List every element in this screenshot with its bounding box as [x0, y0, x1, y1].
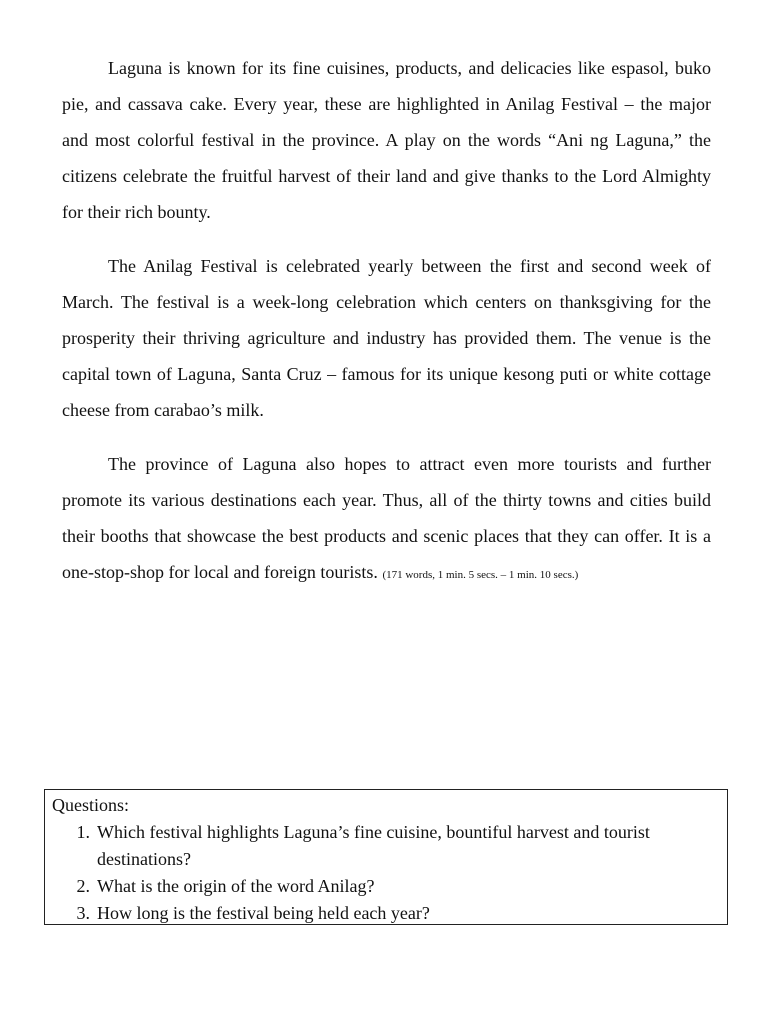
question-text: How long is the festival being held each year?: [97, 903, 430, 923]
paragraph-3-text: The province of Laguna also hopes to attract even more tourists and further promote its various destinations each year. Thus, all of the thirty towns and cities build their booths that showcase the best products and scenic places that they can offer. It is a one-stop-shop for local and foreign tourists.: [62, 454, 711, 582]
word-count-note: (171 words, 1 min. 5 secs. – 1 min. 10 secs.): [382, 569, 579, 581]
question-item: [52, 900, 721, 927]
paragraph-3: [62, 446, 711, 593]
question-item: [52, 873, 721, 900]
question-text: Which festival highlights Laguna’s fine cuisine, bountiful harvest and tourist destinations?: [97, 822, 650, 869]
question-number: 1.: [76, 822, 90, 842]
question-number: 3.: [76, 903, 90, 923]
question-number: 2.: [76, 876, 90, 896]
question-text: What is the origin of the word Anilag?: [97, 876, 375, 896]
paragraph-1: [62, 50, 711, 230]
question-item: [52, 819, 721, 873]
questions-list: [52, 819, 721, 927]
paragraph-1-text: Laguna is known for its fine cuisines, products, and delicacies like espasol, buko pie, and cassava cake. Every year, these are highlighted in Anilag Festival – the major and most colorful festival in the province. A play on the words “Ani ng Laguna,” the citizens celebrate the fruitful harvest of their land and give thanks to the Lord Almighty for their rich bounty.: [62, 58, 711, 222]
paragraph-2-text: The Anilag Festival is celebrated yearly between the first and second week of March. The festival is a week-long celebration which centers on thanksgiving for the prosperity their thriving agriculture and industry has provided them. The venue is the capital town of Laguna, Santa Cruz – famous for its unique kesong puti or white cottage cheese from carabao’s milk.: [62, 256, 711, 420]
reading-passage: [62, 50, 711, 611]
questions-box: [44, 789, 728, 925]
questions-heading: Questions:: [52, 795, 130, 815]
paragraph-2: [62, 248, 711, 428]
